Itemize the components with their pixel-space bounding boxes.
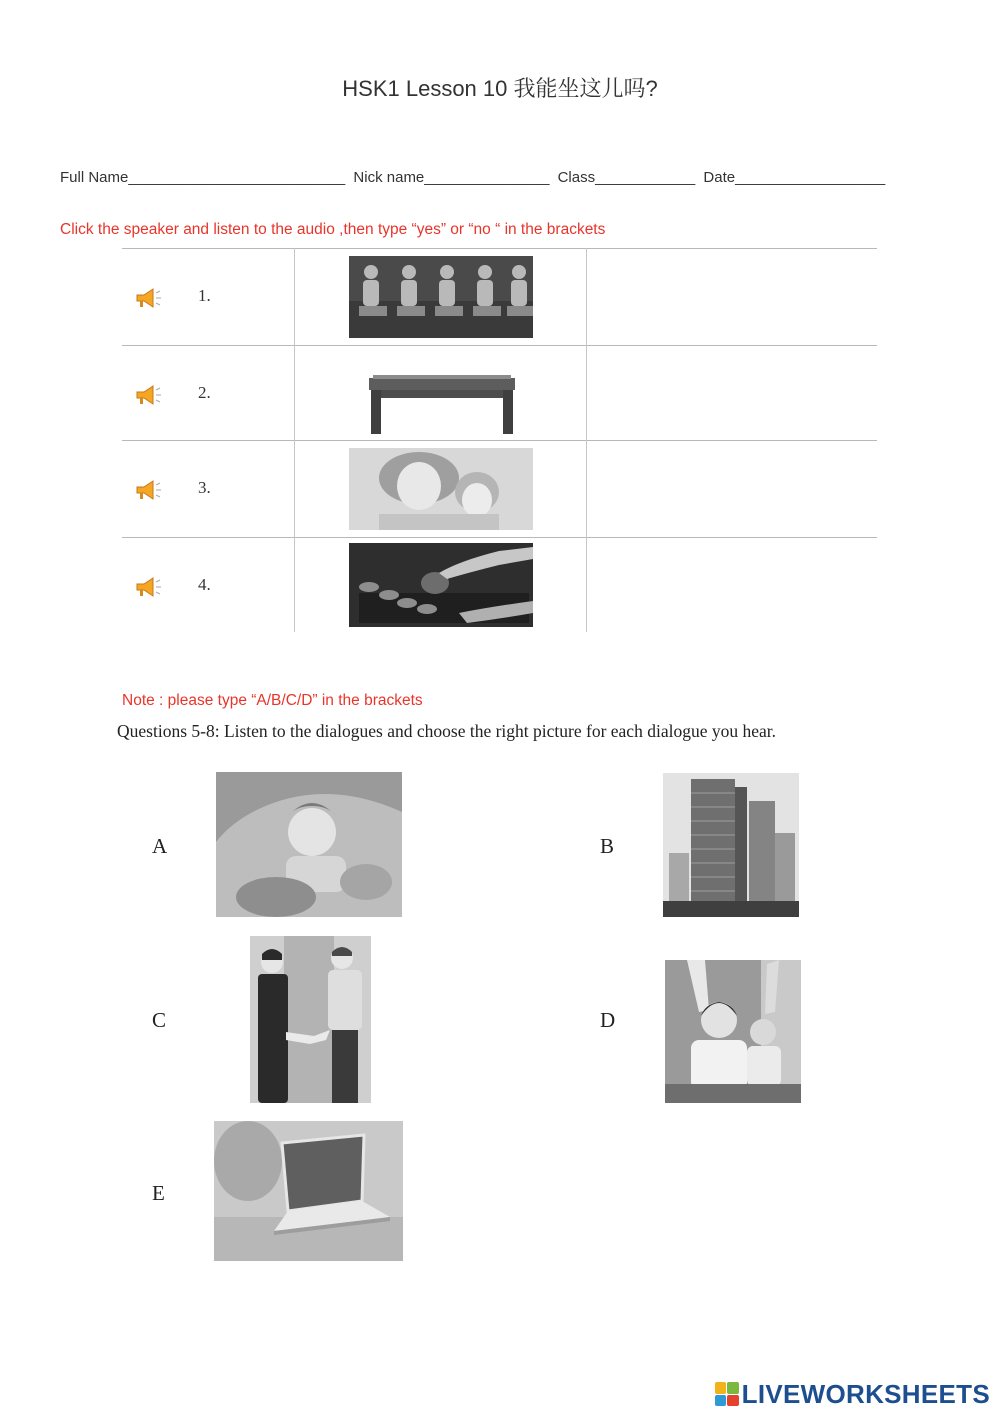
class-field[interactable]: Class____________	[557, 169, 696, 186]
option-label-d: D	[600, 1008, 616, 1032]
option-b-buildings-image	[663, 773, 799, 917]
listening-table	[122, 248, 877, 632]
student-info-fields	[60, 169, 889, 186]
liveworksheets-brand	[715, 1379, 990, 1409]
seated-women-image	[349, 256, 533, 338]
option-d-students-image	[665, 960, 801, 1103]
speaker-icon[interactable]	[132, 476, 162, 504]
question-number: 3.	[198, 478, 211, 497]
question-row-2	[122, 345, 877, 441]
full-name-field[interactable]: Full Name__________________________	[60, 169, 346, 186]
liveworksheets-logo-icon	[715, 1382, 739, 1406]
speaker-icon[interactable]	[132, 284, 162, 312]
nick-name-field[interactable]: Nick name_______________	[353, 169, 550, 186]
answer-input-4[interactable]	[600, 567, 854, 601]
question-number: 1.	[198, 286, 211, 305]
speaker-icon[interactable]	[132, 381, 162, 409]
option-label-e: E	[152, 1181, 165, 1205]
table-image	[349, 353, 533, 435]
matching-note: Note : please type “A/B/C/D” in the brackets	[122, 692, 423, 709]
question-row-1	[122, 248, 877, 344]
answer-input-2[interactable]	[600, 375, 854, 409]
answer-input-1[interactable]	[600, 278, 854, 312]
question-number: 2.	[198, 383, 211, 402]
option-label-b: B	[600, 834, 615, 858]
page-title: HSK1 Lesson 10 我能坐这儿吗?	[342, 76, 658, 101]
section-2-title: Questions 5-8: Listen to the dialogues and choose the right picture for each dialogue you hear.	[117, 721, 776, 741]
question-row-4	[122, 537, 877, 633]
speaker-icon[interactable]	[132, 573, 162, 601]
question-row-3	[122, 440, 877, 536]
option-a-child-image	[216, 772, 402, 917]
option-e-laptop-image	[214, 1121, 403, 1261]
brand-text: LIVEWORKSHEETS	[741, 1378, 990, 1409]
question-number: 4.	[198, 575, 211, 594]
option-label-c: C	[152, 1008, 167, 1032]
option-c-handshake-image	[250, 936, 371, 1103]
option-label-a: A	[152, 834, 168, 858]
tea-set-image	[349, 543, 533, 627]
answer-input-3[interactable]	[600, 470, 854, 504]
listening-instruction: Click the speaker and listen to the audio ,then type “yes” or “no “ in the brackets	[60, 221, 606, 238]
date-field[interactable]: Date__________________	[703, 169, 886, 186]
mother-daughter-image	[349, 448, 533, 530]
